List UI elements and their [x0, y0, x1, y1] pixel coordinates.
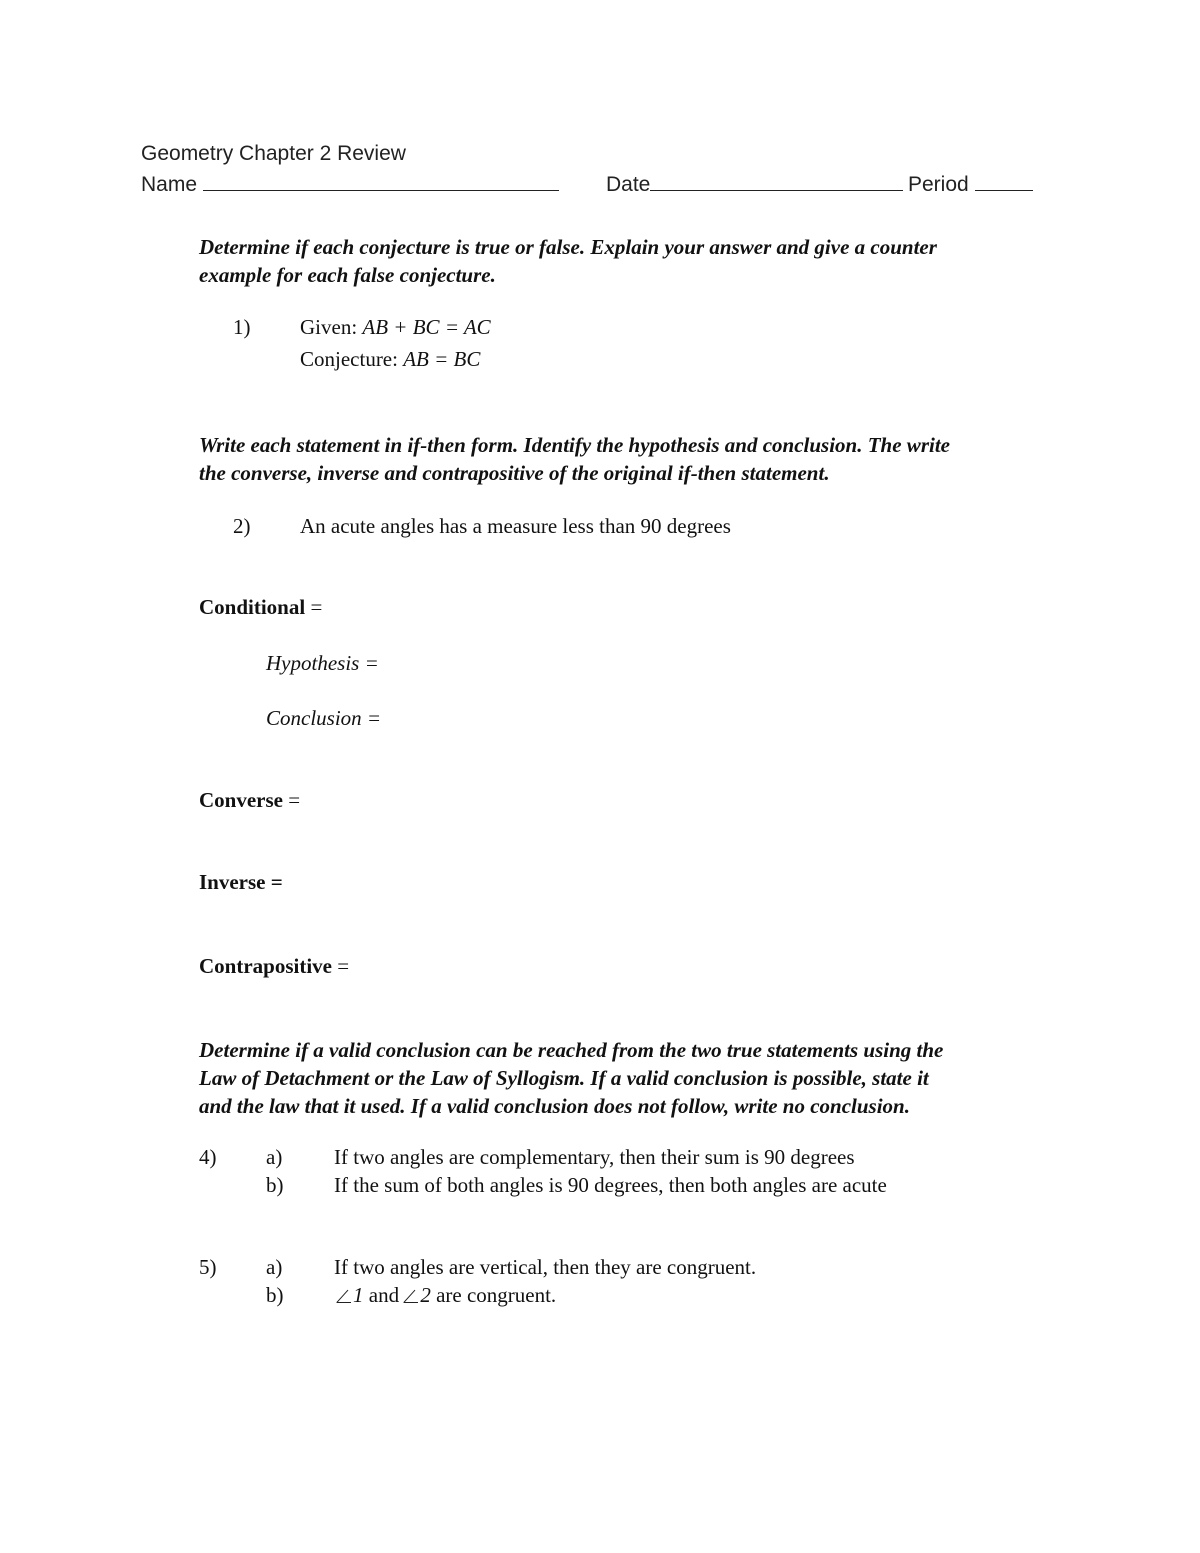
statement-a: If two angles are vertical, then they are congruent.	[334, 1255, 757, 1279]
equals-sign: =	[337, 954, 350, 978]
angle-number: 1	[353, 1283, 364, 1307]
page-title: Geometry Chapter 2 Review	[141, 142, 406, 165]
period-line	[908, 172, 1033, 197]
name-blank[interactable]	[203, 172, 559, 191]
period-blank[interactable]	[975, 172, 1033, 191]
section2-instructions	[199, 431, 950, 487]
date-label: Date	[606, 173, 651, 196]
question-number: 5)	[199, 1255, 217, 1279]
equals-sign: =	[310, 595, 323, 619]
converse-line	[199, 788, 300, 813]
question-number: 1)	[233, 315, 251, 339]
instruction-line: Determine if each conjecture is true or false. Explain your answer and give a counter	[199, 235, 937, 259]
given-line	[300, 315, 491, 340]
date-line	[606, 172, 903, 197]
statement-a: If two angles are complementary, then their sum is 90 degrees	[334, 1145, 855, 1169]
contrapositive-label: Contrapositive	[199, 954, 332, 978]
name-line	[141, 172, 559, 197]
section1-instructions	[199, 233, 937, 289]
conjecture-label: Conjecture:	[300, 347, 398, 371]
section3-instructions	[199, 1036, 943, 1120]
instruction-line: Write each statement in if-then form. Identify the hypothesis and conclusion. The write	[199, 433, 950, 457]
question-statement: An acute angles has a measure less than 90 degrees	[300, 514, 731, 538]
statement-b: If the sum of both angles is 90 degrees, then both angles are acute	[334, 1173, 887, 1197]
instruction-line: example for each false conjecture.	[199, 263, 496, 287]
converse-label: Converse	[199, 788, 283, 812]
conjecture-line	[300, 347, 480, 372]
period-label: Period	[908, 173, 969, 196]
angle-number: 2	[420, 1283, 431, 1307]
given-expression: AB + BC = AC	[362, 315, 491, 339]
angle-icon	[337, 1289, 351, 1303]
conditional-label: Conditional	[199, 595, 306, 619]
part-label: a)	[266, 1145, 283, 1169]
and-word: and	[368, 1283, 400, 1307]
question-number: 2)	[233, 514, 251, 538]
equals-sign: =	[288, 788, 301, 812]
instruction-line: and the law that it used. If a valid conclusion does not follow, write no conclusion.	[199, 1094, 910, 1118]
conclusion-label: Conclusion =	[266, 706, 382, 730]
part-label: b)	[266, 1283, 284, 1307]
contrapositive-line	[199, 954, 349, 979]
conditional-line	[199, 595, 322, 620]
name-label: Name	[141, 173, 198, 196]
given-label: Given:	[300, 315, 358, 339]
date-blank[interactable]	[650, 172, 903, 191]
instruction-line: the converse, inverse and contrapositive of the original if-then statement.	[199, 461, 830, 485]
instruction-line: Law of Detachment or the Law of Syllogism. If a valid conclusion is possible, state it	[199, 1066, 929, 1090]
hypothesis-label: Hypothesis =	[266, 651, 379, 675]
statement-b	[337, 1283, 556, 1308]
conjecture-expression: AB = BC	[403, 347, 481, 371]
instruction-line: Determine if a valid conclusion can be reached from the two true statements using the	[199, 1038, 944, 1062]
question-number: 4)	[199, 1145, 217, 1169]
part-label: a)	[266, 1255, 283, 1279]
part-label: b)	[266, 1173, 284, 1197]
angle-icon	[404, 1289, 418, 1303]
statement-tail: are congruent.	[436, 1283, 557, 1307]
inverse-label: Inverse =	[199, 870, 283, 894]
